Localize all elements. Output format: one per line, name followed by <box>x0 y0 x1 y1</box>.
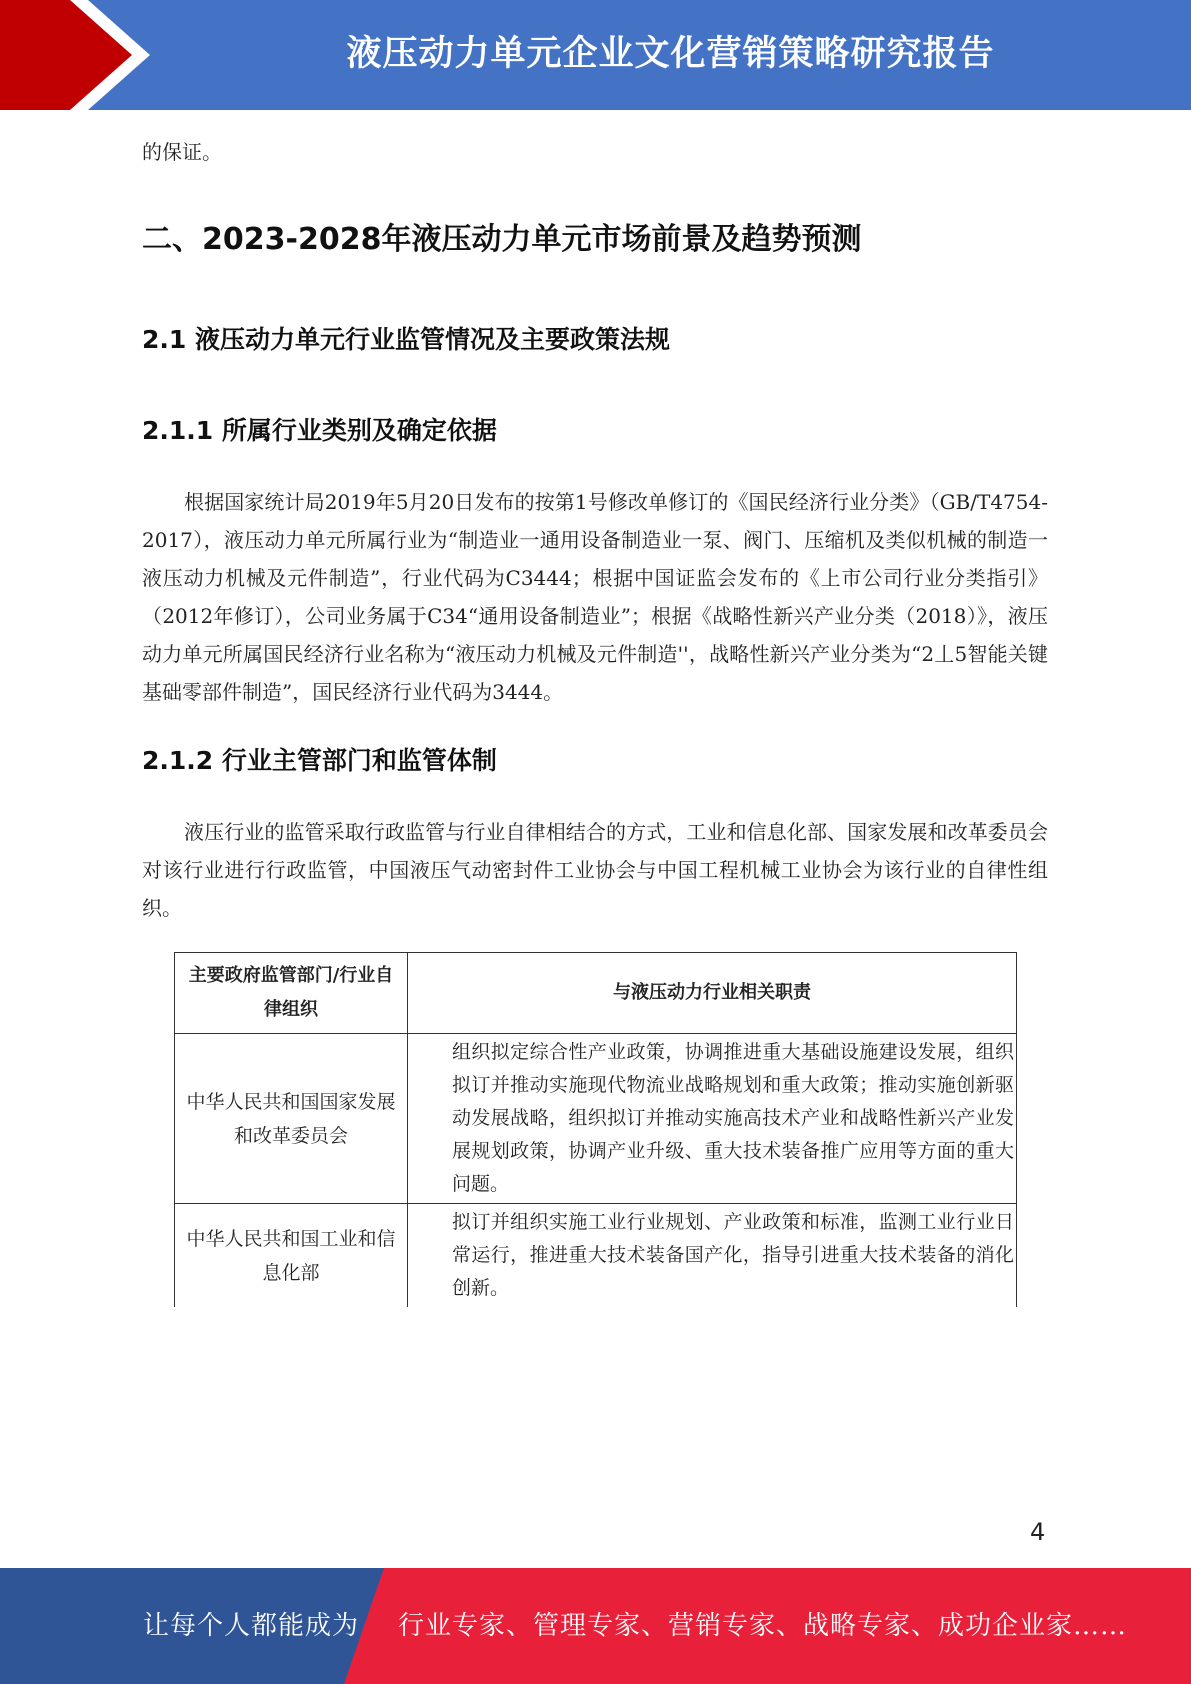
header-title: 液压动力单元企业文化营销策略研究报告 <box>346 34 995 74</box>
table-header-duty: 与液压动力行业相关职责 <box>408 953 1017 1034</box>
sub1-title: 2.1.1 所属行业类别及确定依据 <box>142 416 497 445</box>
subsection-title: 2.1 液压动力单元行业监管情况及主要政策法规 <box>142 325 670 354</box>
table-cell-duty: 拟订并组织实施工业行业规划、产业政策和标准，监测工业行业日常运行，推进重大技术装备国产化，指导引进重大技术装备的消化创新。 <box>408 1204 1017 1308</box>
table-row <box>175 1034 1017 1204</box>
sub2-paragraph: 液压行业的监管采取行政监管与行业自律相结合的方式，工业和信息化部、国家发展和改革委员会对该行业进行行政监管，中国液压气动密封件工业协会与中国工程机械工业协会为该行业的自律性组织。 <box>142 820 1048 920</box>
footer-slogan-left: 让每个人都能成为 <box>143 1611 360 1641</box>
table-header-row <box>175 953 1017 1034</box>
regulators-table <box>174 952 1017 1307</box>
page-header <box>0 0 1191 110</box>
page-number: 4 <box>1030 1518 1046 1546</box>
page-footer <box>0 1568 1191 1684</box>
sub2-title: 2.1.2 行业主管部门和监管体制 <box>142 746 497 775</box>
footer-slogan-right: 行业专家、管理专家、营销专家、战略专家、成功企业家…… <box>398 1611 1128 1641</box>
table-cell-duty: 组织拟定综合性产业政策，协调推进重大基础设施建设发展，组织拟订并推动实施现代物流业战略规划和重大政策；推动实施创新驱动发展战略，组织拟订并推动实施高技术产业和战略性新兴产业发展规划政策，协调产业升级、重大技术装备推广应用等方面的重大问题。 <box>408 1034 1017 1204</box>
sub1-paragraph: 根据国家统计局2019年5月20日发布的按第1号修改单修订的《国民经济行业分类》（GB/T4754-2017），液压动力单元所属行业为“制造业一通用设备制造业一泵、阀门、压缩机及类似机械的制造一液压动力机械及元件制造”，行业代码为C3444；根据中国证监会发布的《上市公司行业分类指引》（2012年修订），公司业务属于C34“通用设备制造业”；根据《战略性新兴产业分类（2018）》，液压动力单元所属国民经济行业名称为“液压动力机械及元件制造''，战略性新兴产业分类为“2丄5智能关键基础零部件制造”，国民经济行业代码为3444。 <box>142 490 1048 704</box>
table-row <box>175 1204 1017 1308</box>
carry-over-text: 的保证。 <box>142 140 222 164</box>
table-header-org: 主要政府监管部门/行业自律组织 <box>175 953 408 1034</box>
table-cell-org: 中华人民共和国工业和信息化部 <box>175 1204 408 1308</box>
table-cell-org: 中华人民共和国国家发展和改革委员会 <box>175 1034 408 1204</box>
section-title: 二、2023-2028年液压动力单元市场前景及趋势预测 <box>142 222 862 257</box>
